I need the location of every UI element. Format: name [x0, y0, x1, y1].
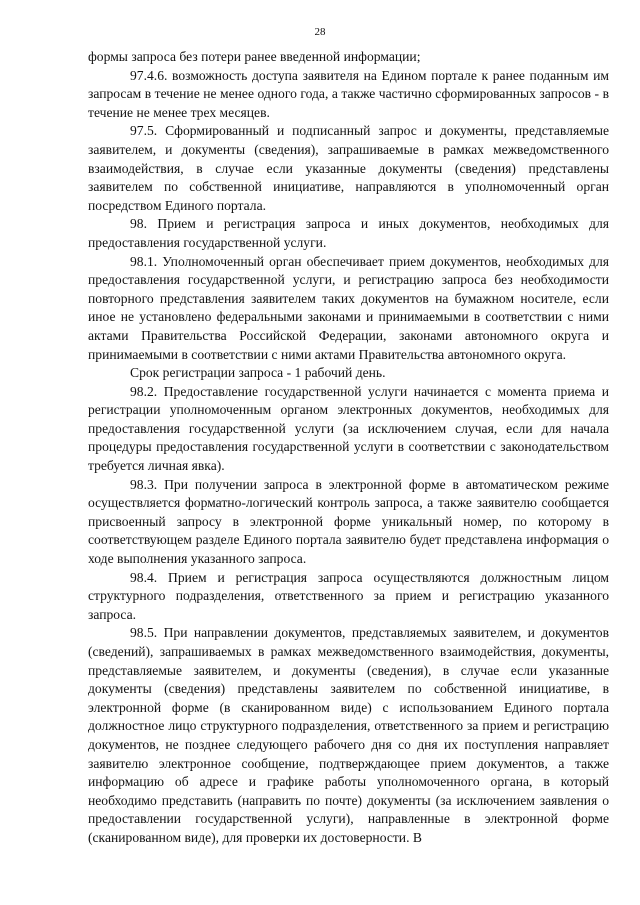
- document-body: [88, 48, 609, 848]
- paragraph-98-3: 98.3. При получении запроса в электронной форме в автоматическом режиме осуществляется форматно-логический контроль запроса, а также заявителю сообщается присвоенный запросу в электронной форме уникальный номер, по которому в соответствующем разделе Единого портала заявителю будет представлена информация о ходе выполнения указанного запроса.: [88, 476, 609, 567]
- paragraph-97-5: 97.5. Сформированный и подписанный запрос и документы, представляемые заявителем, и документы (сведения), запрашиваемые в рамках межведомственного взаимодействия, в случае если указанные документы (сведения) представлены заявителем по собственной инициативе, направляются в уполномоченный орган посредством Единого портала.: [88, 123, 609, 213]
- paragraph-98: 98. Прием и регистрация запроса и иных документов, необходимых для предоставления государственной услуги.: [88, 216, 609, 250]
- paragraph-98-1: 98.1. Уполномоченный орган обеспечивает прием документов, необходимых для предоставления государственной услуги, и регистрацию запроса без необходимости повторного представления заявителем таких документов на бумажном носителе, если иное не установлено федеральными законами и принимаемыми в соответствии с ними актами Правительства Российской Федерации, законами автономного округа и принимаемыми в соответствии с ними актами Правительства автономного округа.: [88, 253, 609, 362]
- paragraph-registration-term: Срок регистрации запроса - 1 рабочий день.: [130, 365, 386, 381]
- paragraph-continuation: формы запроса без потери ранее введенной информации;: [88, 49, 421, 64]
- paragraph-97-4-6: 97.4.6. возможность доступа заявителя на Едином портале к ранее поданным им запросам в течение не менее одного года, а также частично сформированных запросов - в течение не менее трех месяцев.: [88, 67, 609, 120]
- paragraph-98-4: 98.4. Прием и регистрация запроса осуществляются должностным лицом структурного подразделения, ответственного за прием и регистрацию указанного запроса.: [88, 569, 609, 622]
- paragraph-98-2: 98.2. Предоставление государственной услуги начинается с момента приема и регистрации уполномоченным органом электронных документов, необходимых для предоставления государственной услуги (за исключением случая, если для начала процедуры предоставления государственной услуги в соответствии с законодательством требуется личная явка).: [88, 383, 609, 474]
- paragraph-98-5: 98.5. При направлении документов, представляемых заявителем, и документов (сведений), запрашиваемых в рамках межведомственного взаимодействия, документы, представляемые заявителем, и документы (сведения), в случае если указанные документы (сведения) представлены заявителем по собственной инициативе, в электронной форме (в сканированном виде) с использованием Единого портала должностное лицо структурного подразделения, ответственного за прием и регистрацию документов, не позднее следующего рабочего дня со дня их поступления направляет заявителю электронное сообщение, подтверждающее прием документов, а также информацию об адресе и графике работы уполномоченного органа, в который необходимо представить (направить по почте) документы (за исключением заявления о предоставлении государственной услуги), направленные в электронной форме (сканированном виде), для проверки их достоверности. В: [88, 625, 609, 845]
- page-number: 28: [314, 26, 326, 38]
